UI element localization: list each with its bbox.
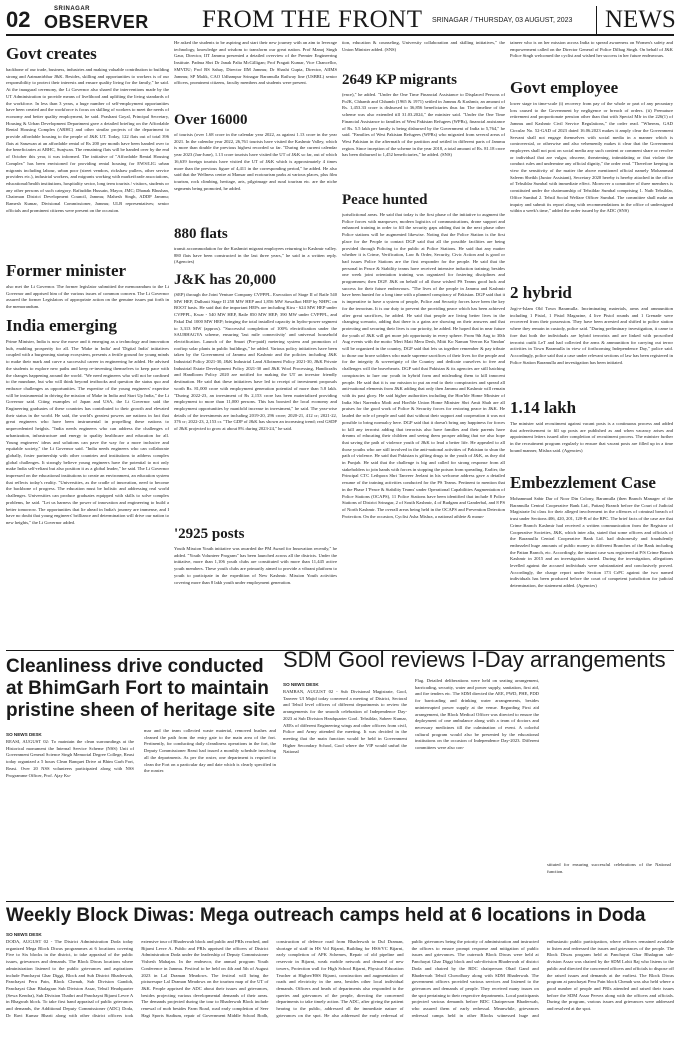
headline-govt-creates: Govt creates: [6, 44, 97, 63]
column-3: [342, 40, 505, 648]
brand-city: SRINAGAR: [54, 6, 91, 12]
headline-2925-posts: '2925 posts: [174, 526, 245, 542]
headline-2649-kp-migrants: 2649 KP migrants: [342, 72, 457, 88]
story-body: DODA, AUGUST 02 - The District Administration Doda today organized Mega Block Diwas programmes at 6 locations covering Five to Six blocks in the district, to take appraisal of the public issues, grievances and demands. The Block Diwas locations where administration listened to the public grievances and aspirations include Panchayat Ghar Diggi, Block and Sub District Bhaderwah, Panchayat Pera Pain, Block Chenab, Sub Division Gandoh, Panchayat Ghar Bhalagran Sub Division Assar, Tehsil Headquarter (Sewa Kendra), Sub Division Thathri and Panchayat Bijarni Levre A in Bhagwah block. To take first hand appraisal of public grievances and demands, the Additional Deputy Commissioner (ADC) Doda, Dr Ravi Kumar Bharti along with other district officers took extensive tour of Bhaderwah block and public and PRIs reached, and Bijarni Levre A. Public and PRIs apprised the officers of District Administration Doda under the leadership of Deputy Commissioner Vishesh Mahajan. In the endeavor, the annual program Youth Conference in Jammu. Festival to be held on 4th and 5th of August 2023 in Lal Draman Meadows. The festival will bring the picturesque Lal Draman Meadows on the tourism map of the UT of J&K. People apprised the ADC about their issues and grievances, besides projecting various developmental demands of their areas. The demands projected during the tour to Bhaderwah Block include renewal of mob besides Farm Road, road early completion of Seer Hagi Sports Stadium, repair of Government Middle School Bodh, construction of defence road from Bhaderwah to Dul Draman, shortage of staff in HS Vol Bijarni, Building for HSS/VC Bijarni, early completion of APK Schemes, Repair of old pipeline and reservoir in Bijarni, weak mobile network and demand of new towers, Protection wall for High School Bijarni, Physical Education Teacher at Higher/HSS Bijarni, construction and augmentation of roads and electricity in the area, besides other local individual demands. Officers and heads of departments also responded to the queries and grievances of the people, directing the concerned departments to take timely action. The ADC, after giving the patient hearing to the public, addressed all the immediate nature of grievances on the spot. He also addressed the early redressal of public grievances being the priority of administration and instructed the officers to ensure prompt response and mitigation of public issues and grievances. The outreach Block Diwas were held at Panchayat Ghar Diggi block and sub-division Bhaderwah of district Doda and chaired by the BDC chairperson Ohad Gand and Bhaderwah Tehsil Chowdhary along with SDM Bhaderwah. The government officers provided various services and listened to the grievances and demands of people. They received many issues on the spot pertaining to their respective departments. Local participants projected various demands before BDC Chairperson Bhaderwah, who assured them of early redressal. Meanwhile, grievances redressal camps held in other Blocks witnessed huge and enthusiastic public participation, where officers remained available to listen and redressed the issues and grievances of the people. The Block Diwas program held at Panchayat Ghar Bhalagran sub-division Assar was chaired by the SDM Lohit Raj who listens to the public and directed the concerned officers and officials to dispose off the raised issues and demands at the earliest. The Block Diwas program at panchayat Pera Pain block Chenab was also held where a good number of people and PRIs attended and raised their issues before the SDM Assar Pervez along with the officers and officials. During the program, various issues and grievances were addressed and resolved at the spot.: [6, 939, 674, 1018]
masthead: [6, 4, 674, 36]
headline-880-flats: 880 flats: [174, 226, 228, 242]
story-body: Flag. Detailed deliberations were held on seating arrangement, barricading, security, water and power supply, sanitation, first aid, and fire tenders etc. The SDM directed the AEE, PWD, PHE, PDD for barricading and drinking water arrangements, besides uninterrupted power supply at the venue. Regarding First aid arrangement, the Block Medical Officer was directed to ensure the deployment of one ambulance along with a team of doctors and necessary medicines till the culmination of event. A colorful cultural program would also be presented by the educational institutions on the occasion of Independence Day-2023. Different committees were also con-: [415, 678, 539, 751]
page-number: 02: [6, 7, 31, 32]
news-desk-label: SO NEWS DESK: [6, 932, 42, 937]
story-body: Mohammad Sabir Dar of Noor Din Colony, Baramulla (then Branch Manager of the Baramulla Central Cooperative Bank Ltd., Pattan) Branch before the Court of Judicial Magistrate Ist class for their alleged involvement in the offences of criminal breach of trust under Sections 406, 420, 201, 120-B of the RPC. The brief facts of the case are that Crime Branch Kashmir had received a written communication from the Registrar of Cooperative Societies, J&K, which inter alia, stated that some officers and officials of the Baramulla Central Cooperative Bank Ltd. had dishonestly and fraudulently embezzled huge amounts of public money in different Branches of the Bank including the Pattan Branch, etc. Accordingly, the instant case was registered at P/S Crime Branch Kashmir in 2015 and an investigation started. During the investigation, allegations levelled against the accused individuals were substantiated and conclusively proved. Accordingly, the charge report under Section 173 CrPC against the two named individuals has been produced before the court of competent jurisdiction for judicial determination, the statement added. (Agencies): [510, 496, 673, 589]
story-block-diwas: [6, 904, 674, 1040]
story-body: transit accommodation for the Kashmiri migrant employees returning to Kashmir valley. 880 flats have been constructed in the last three years," he said in a written reply. (Agencies): [174, 246, 337, 265]
story-body: of tourists (over 1.68 crore in the calendar year 2022, as against 1.13 crore in the year 2021. In the calendar year 2022, 26,761 tourists have visited the Kashmir Valley, which is more than double the previous highest recorded so far. "During the current calendar year 2023 (Jan-June), 1.13 crore tourists have visited the UT of J&K so far, out of which 16,639 foreign tourists have visited the UT of J&K which is approximately 4 times more than the previous figure of 4,411 in the corresponding period," he added. He also said that the Wellness centre at Mansar and ecotourism parks at various places, plus film tourism, rock climbing, heritage, arts, pilgrimage and rural tourism etc. are the niche segments being promoted, he added.: [174, 132, 337, 191]
news-desk-label: SO NEWS DESK: [283, 682, 319, 687]
story-body: (SEP) through the Joint Venture Company CVPPPL. Execution of Stage II of Ratle 540 MW HEP, Dulhasti Stage II 258 MW HEP and 1,856 MW Sawalkot HEP by NHPC on BOOT basis. He said that the important HEPs are including Kiru - 624 MW HEP under CVPPPL, Kwar - 540 MW HEP, Ratle 850 MW HEP; 390 MW under CVPPPL, and Pakal Dul 1000 MW HEP; bringing the total installed capacity in hydro-power segment to 3,313 MW (approx). "Successful completion of 100% electrification under the SAUBHAGYA scheme, ensuring 'last mile connectivity' and universal household electrification. Launch of the Smart (Pre-paid) metering system and promotion of rooftop solar plants in public buildings," he added. Various policy initiatives have been taken by the Government of Jammu and Kashmir and the policies including J&K Industrial Policy 2021-30, J&K Industrial Land Allotment Policy 2021-30, J&K Private Industrial Estate Development Policy 2021-30 and J&K Wool Processing, Handicrafts and Handloom Policy 2020 are notified for making the UT an investor friendly destination. He said that these initiatives have led to receipt of investment proposals worth Rs. 81,000 crore with employment generation potential of more than 5.8 lakh. "During 2022-23, an investment of Rs 2,153 crore has been materialized providing employment to more than 11,000 persons. This has boosted the local economy and employment opportunities by manifold increase in investment," he said. The year-wise details of the investments are including 2019-20, 296 crore; 2020-21, 412 cr; 2021-22, 376 cr; 2022-23, 2,153 cr. "The GDP of J&K has shown an increasing trend; real GSDP of J&K projected to grow at about 8% during 2023-24," he said.: [174, 292, 337, 432]
headline-govt-employee: Govt employee: [510, 78, 619, 97]
story-body: tion, education & counseling, University collaboration and skilling initiatives," the Union Minister added. (SNS): [342, 40, 505, 52]
headline-cleanliness-drive: Cleanliness drive conducted at BhimGarh Fort to maintain pristine sheen of heritage site: [6, 656, 276, 721]
story-body: He asked the students to be aspiring and start their new journey with an aim to leverage technology, knowledge and wisdom to transform our great nation. Prof Manoj Singh Gaur, Director, IIT Jammu presented a detailed overview of the Premier Engineering Institute. Padma Shri Dr Janak Palta McGilligan; Prof Pragati Kumar, Vice Chancellor, SMVDU; Prof BS Sahay, Director IIM Jammu; Dr Shashi Gupta, Director, AIIMS Jammu; SP Malik, CAO Udhampur Srinagar Baramulla Railway line (USBRL) senior officers, prominent citizens, faculty members and students were present.: [174, 40, 337, 86]
story-body: Youth Mission Youth initiative was awarded the PM Award for Innovation recently," he added. "Youth Volunteer Program" has been launched across all the districts. Under the initiative, more than 1,106 youth clubs are constituted with more than 11,445 active youth members. These youth clubs are primarily aimed to provide a vibrant platform to youth to participate in the expedition of New Kashmir. Mission Youth activities covering more than 8 lakh youth under employment generation.: [174, 546, 337, 585]
section-title: FROM THE FRONT: [202, 6, 423, 33]
story-body: (ence)," he added. "Under the One Time Financial Assistance to Displaced Persons of PoJK, Chhamb and Chhamb (1965 & 1971) settled in Jammu & Kashmir, an amount of Rs. 1,453.33 crore is disbursed to 36,856 beneficiaries thus far. The timeline of the scheme was also extended till 31.03.2024," the minister said. "Under the One Time Financial Assistance to families of West Pakistan Refugees (WPRs), financial assistance of Rs. 5.5 lakh per family is being disbursed by the Government of India to 5,764," he said. "Families of West Pakistan Refugees (WPRs) who migrated from several areas of West Pakistan in the aftermath of the partition and settled in different parts of Jammu region. Since inception of the scheme in the year 2018, a total amount of Rs. 81.18 crore has been disbursed to 1,452 beneficiaries," he added. (SNS): [342, 92, 505, 158]
story-sdm-gool: [283, 648, 673, 900]
story-body: mar and the team collected waste material, removed bushes and cleaned the path from the entry gate to the main area of the fort. Pertinently, for conducting daily cleanliness operations in the fort, the Deputy Commissioner Reasi had issued a monthly schedule involving all the departments. As per the roster, one department is required to clean the Fort on a particular day and date which is clearly specified in the roaster.: [144, 728, 276, 774]
column-1: [6, 40, 169, 648]
headline-peace-hunted: Peace hunted: [342, 192, 428, 208]
headline-sdm-gool: SDM Gool reviews I-Day arrangements: [283, 648, 666, 672]
brand-logo: OBSERVER: [44, 12, 149, 32]
headline-block-diwas: Weekly Block Diwas: Mega outreach camps held at 6 locations in Doda: [6, 905, 646, 926]
column-2: [174, 40, 337, 648]
headline-embezzlement-case: Embezzlement Case: [510, 473, 656, 492]
story-body: The minister said recruitment against vacant posts is a continuous process and added that advertisement to fill up posts are published as and when vacancy arises and appointment letters issued after completion of recruitment process. The minister further in the recruitment program regularly to ensure that vacant posts are filled up in a time bound manner, Mishra said. (Agencies): [510, 421, 673, 453]
story-body: Prime Minister, India is now the move and it emerging as a technology and innovation hub, enabling prosperity for all. The 'Make in India' and 'Digital India' initiatives coupled with a burgeoning startup ecosystem, presents a fertile ground for young minds to make their mark and carve a successful career in engineering he added. He advised the students to explore new paths and keep re-inventing themselves to keep pace with the changes happening around the world. "We need engineers who will not be confined to the mundane, but who will think beyond textbooks and question the status quo and embrace challenges as opportunities. The expertise of the young engineers' expertise will be instrumental in driving the mission of Make in India and Start Up India," the Lt Governor said. Citing examples of Japan and USA, the Lt Governor said the Engineering graduates of these countries has contributed to their growth and elevated their status in the world. He said, the world's greatest powers are nations in fact that great engineers who have been instrumental in propelling these nations to unprecedented heights. "India needs engineers who can address the challenges of urbanization, infrastructure and energy to quality healthcare and education for all. Young engineers' ideas and solutions can pave the way for a more inclusive and equitable society," the Lt Governor said. "India needs engineers who can collaborate globally, foster partnership with other countries and institutions to address complex global challenges. It strongly believe young engineers have the potential to not only make India self-reliant but also position it as a global leader," he said. The Lt Governor impressed on the educational institutions to create an environment, an education system that reflects today's reality. "Universities, as the cradle of innovation, need to become the backbone of progress. The education must be holistic and addressing real world challenges. Universities can produce graduates equipped with skills to solve complex problems, he said. "Let us harness the power of innovation and engineering to build a better tomorrow. The opportunities that lie ahead in India's journey are immense, and I have no doubt that young engineers' brilliance and determination will drive our nation to new heights," the Lt Governor added.: [6, 339, 169, 525]
story-cleanliness-drive: [6, 656, 276, 900]
headline-jk-has-20000: J&K has 20,000: [174, 272, 277, 288]
story-body: taineer who is on her mission across India to spread awareness on Women's safety and empowerment called on the Director General of Police Dilbag Singh. On behalf of J&K Police Singh welcomed the cyclist and wished her success in her future endeavours.: [510, 40, 673, 59]
story-body: stituted for ensuring successful celebrations of the National function.: [547, 862, 671, 874]
story-body: REASI, AUGUST 02: To maintain the clean surroundings at the Historical monument the Internal Service Scheme (NSS) Unit of Government General Science Singh Memorial Degree College, Reasi today organized a 5 hours Clean Banquet Drive at Bhim Garh Fort, Reasi. Over 20 NSS volunteers participated along with NSS Programme Officer, Prof. Ajay Ku-: [6, 739, 134, 778]
section-label: NEWS: [596, 6, 676, 34]
story-body: Jogi-e-Islam Old Town Baramulla. Incriminating materials, arms and ammunition including 1 Pistol, 1 Pistol Magazine, 4 live Pistol rounds and 1 Grenade were recovered from their possession. They have been arrested and shifted to police station where they remain in custody, police said. "During preliminary investigation, it came to fore that both the individuals are hybrid terrorists and are linked with proscribed terrorist outfit LeT and had collected the arms & ammunition for carrying out terror activities in Town Baramulla in view of forthcoming Independence Day," police said. Accordingly, police said that a case under relevant sections of law has been registered in Police Station Baramulla and investigation has been initiated.: [510, 306, 673, 365]
story-body: jurisdictional areas. He said that today is the first phase of the initiative to augment the Police forces with manpower, modern logistics of communications, drone support and enhanced training in order to fill the security gaps adding that in the next phase other Police stations will be augmented likewise. Noting that the Police Station is the first place for the People to contact DGP said that all the possible facilities are being provided through Policing to the public at Police Stations. He said that any matter whether it is Crime, Verification, Law & Order, Security, Civic Action and is good or bad issues Police Stations are the first responder for the people. He said that the personal in Peace & Stability teams have received intensive induction training; besides one week joint orientation training was organized for fostering disciplines and programmes; then DGP. J&K on behalf of all those wished PS Teams good luck and success for their future endeavours. "The lives of the people in Jammu and Kashmir have been hunted for a long time with a planned conspiracy of Pakistan. DGP said that it is imperative to have a system of people, Police and Security forces have been the key for the terrorism. It is our duty to prevent the providing peace which has been achieved after great sacrifices, he added. He said that people are living better lives in the changing scenario, adding that there is a gains are showing on their answers and that protecting and securing their lives is our priority, he added. He hoped that in near future the youth of J&K will get more job opportunity in every sphere. From 9th Aug to 30th Aug events with the motto 'Meri Mati Mera Desh, Mitti Ko Naman Veeron Ka Vandan' will be organized in the country, DGP said that lets us together remember & pay tribute to those our brave soldiers who made supreme sacrifices of their lives for the people and for the integrity & sovereignty of the Country and dedicate ourselves to free and challenges will the bravehearts. DGP said that Pakistan & its agencies are still hatching conspiracies to lure our youth in hybrid form and misleading them to kill innocent people. He said that it is our mission to put an end to their conspiracies and spread all anti-national elements from J&K adding that only then Jammu and Kashmir will remain with its past glory. He said higher authorities including the Hon'ble Home Minister of India Shri Narendra Modi and Hon'ble Union Home Minister Shri Amit Shah are all praises for the good work of Police & Security forces for restoring peace in J&K. He lauded the role of people and said that without their support and cooperation it was not possible to bring normalcy here. DGP said that it doesn't bring any happiness for forces to kill any terrorist adding that terrorists also have families and their parents have dreams of educating their children and seeing them prosper adding that we also hope that saving the path of violence youth of J&K to lead a better life. He appealed to all those youths who are still involved in the anti-national activities of Pakistan to shun the path of violence. He said that Pakistan is gifting drugs to the youth of J&K, as they did in Punjab. He said that the challenge is big and called for strong response from all stakeholders to join hands with forces in stopping the poison from spreading. Earlier, the Principal CTC Lethpora Shri Tanveer Jeelani in his welcome address gave a detailed resume of the training activities conducted for the PS Teams. Pertinent to mention that in the Phase I 'Peace & Stability Teams' under Operational Capabilities Augmentation of Police Stations (OCAPS), 11 Police Stations have been identified that include 8 Police Stations of District Srinagar, 2 of South Kashmir, 4 of Budgam and Ganderbal, and 8 PS of North Kashmir. The overall areas being held in the OCAPS and Prevention Detection Protection. On the occasion, Cyclist Asha Mishra, a national athlete & moun-: [342, 212, 505, 519]
story-body: RAMBAN, AUGUST 02 - Sub Divisional Magistrate, Gool, Tanveer Ul Majid today convened a meeting of District, Sectoral and Tehsil level officers of different departments to review the arrangements for the smooth celebration of Independence Day-2023 at Sub Division Headquarter Gool. Tehsildar, Sabeer Kumar, AEEs of different Engineering wings and other officers from civil, Police and Army attended the meeting. It was decided in the meeting that the main function would be held in Government Higher Secondary School, Gool where the VIP would unfurl the National: [283, 689, 407, 755]
dateline: SRINAGAR / THURSDAY, 03 AUGUST, 2023: [432, 17, 573, 24]
headline-india-emerging: India emerging: [6, 316, 117, 335]
headline-former-minister: Former minister: [6, 261, 127, 280]
story-body: also met the Lt Governor. The former legislator submitted the memorandum to the Lt Governor and apprised him of the various issues of common concern. The Lt Governor assured the former Legislators of appropriate action on the genuine issues put forth in the memorandum.: [6, 284, 169, 310]
divider: [6, 901, 674, 902]
headline-2-hybrid: 2 hybrid: [510, 283, 572, 302]
story-body: lower stage in time-scale (i) recovery from pay of the whole or part of any pecuniary loss caused to the Government by negligence or breach of orders. (ii) Premature retirement and proportionate pension other than that with Special Mfr in the 226(1) of Jammu and Kashmir Civil Service Regulations," the order read. "Whereas, GAD Circular No. 52-GAD of 2023 dated 16.06.2023 makes it amply clear the Government Servant shall not engage themselves with social media in a manner which is controversial, or otherwise and also vehemently makes it clear that the Government employees shall not post on social media any such content or comment share or revolve or individual that are vulgar, obscene, threatening, intimidating or that violate the conduct rules and undermine any official dignity," the order read. "Therefore keeping in view the sensitivity of the matter the above mentioned official namely Mohammad Saleem Sheikh (Junior Assistant), Secretary 2020 hereby is hereby attached in the office of Tehsildar Sumbal with immediate effect. Moreover a committee of three members is constituted under the chairmanship of Tehsildar Sumbal comprising 1. Naib Tehsildar, Office Sumbal 2. Tehsil Social Welfare Officer Sumbal. The committee shall make an inquiry and submit its report along with recommendations in the office of undersigned within a week's time," added the order issued by the ADC (SNS): [510, 101, 673, 214]
column-4: [510, 40, 673, 648]
story-body: backbone of our trade, business, industries and making valuable contribution to building strong and Aatmanirbhar J&K. Besides, skilling and opportunities to workers is of our responsibility to protect their interests and ensure quality living for the family," he said. At the inaugural ceremony, the Lt Governor also shared the interventions made by the UT Administration to provide means of livelihood and uplifting the living standards of the workforce. In less than 3 years, a huge number of self-employment opportunities have been created and the workforce is focus on skilling of workers to meet the needs of economy and better quality employment, he said. Prashant Goyal, Principal Secretary, Housing & Urban Development Department gave a detailed briefing on the Affordable Rental Housing Complex (ARHC) and other similar projects of the department to provide affordable housing to the people of J&K UT. Today, 122 flats out of total 396 flats at Sanzwan at an affordable rental of Rs 200 per month have been handed over to the beneficiaries at ARHC, Sunjwan. The remaining flats will be handed over by the end of October this year, it was informed. The initiative of "Affordable Rental Housing Complex" has been envisioned for providing rental housing for EWS/LIG urban migrants including labour, urban poor (street vendors, rickshaw pullers, other service providers etc.), industrial workers, and migrants working with market/trade associations, educational/health institutions, hospitality sector, long term tourists / visitors, students or any other persons of such category. Rafiuddin Hussain, Mayor, JMC; Dhanak Bhushan, Chairman District Development Council, Jammu; Mahesh Singh, ADDP Jammu; Ramesh Kumar, Divisional Commissioner, Jammu; ULB representatives; senior officials and prominent citizens were present on the occasion.: [6, 67, 169, 213]
news-desk-label: SO NEWS DESK: [6, 732, 42, 737]
headline-over-16000: Over 16000: [174, 112, 248, 128]
headline-1-14-lakh: 1.14 lakh: [510, 398, 577, 417]
